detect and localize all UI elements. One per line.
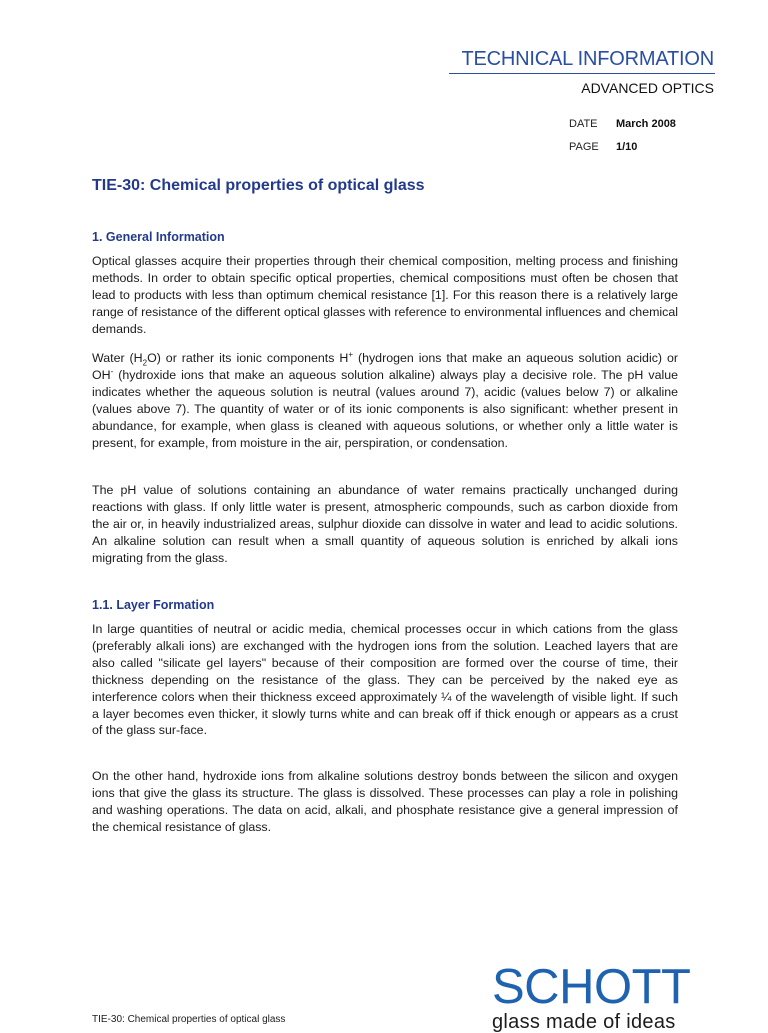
p2-text-d: (hydroxide ions that make an aqueous solution alkaline) always play a decisive role. The pH value indicates whether the aqueous solution is neutral (values around 7), acidic (values below 7) or alkaline (values above 7). The quantity of water or of its ionic components is also significant: whether present in abundance, for example, when glass is cleaned with aqueous solutions, or whether only a little water is present, for example, from moisture in the air, perspiration, or condensation. (92, 367, 678, 450)
date-row (569, 118, 676, 130)
logo-wordmark: SCHOTT (492, 960, 691, 1014)
p2-text-c: (hydrogen ions that make an aqueous solution acidic) or OH (92, 351, 678, 382)
paragraph-ph-value: The pH value of solutions containing an abundance of water remains practically unchanged during reactions with glass. If only little water is present, atmospheric compounds, such as carbon dioxide from the air or, in heavily industrialized areas, sulphur dioxide can dissolve in water and lead to acidic solutions. An alkaline solution can result when a small quantity of aqueous solution is enriched by alkali ions migrating from the glass. (92, 483, 678, 565)
p2-superscript-minus: - (110, 366, 114, 376)
date-value: March 2008 (616, 118, 676, 130)
date-label: DATE (569, 118, 598, 130)
p2-superscript-plus: + (348, 349, 353, 359)
footer-document-name: TIE-30: Chemical properties of optical glass (92, 1014, 286, 1025)
section-heading-general-information: 1. General Information (92, 230, 225, 244)
schott-logo (492, 962, 726, 1033)
page-value: 1/10 (616, 141, 638, 153)
p2-text-a: Water (H (92, 351, 143, 365)
page-row (569, 141, 637, 153)
paragraph-hydroxide-ions: On the other hand, hydroxide ions from alkaline solutions destroy bonds between the silicon and oxygen ions that give the glass its structure. The glass is dissolved. These processes can play a role in polishing and washing operations. The data on acid, alkali, and phosphate resistance give a general impression of the chemical resistance of glass. (92, 769, 678, 834)
header-title: TECHNICAL INFORMATION (461, 48, 714, 70)
p2-subscript: 2 (142, 358, 148, 368)
logo-tagline: glass made of ideas (492, 1011, 676, 1033)
header-subtitle: ADVANCED OPTICS (581, 80, 714, 96)
header-divider (449, 73, 715, 74)
p2-text-b: O) or rather its ionic components H (147, 351, 349, 365)
paragraph-water-ions (92, 350, 678, 451)
section-heading-layer-formation: 1.1. Layer Formation (92, 598, 215, 612)
paragraph-optical-glasses: Optical glasses acquire their properties through their chemical composition, melting process and finishing methods. In order to obtain specific optical properties, chemical compositions must often be chosen that lead to products with less than optimum chemical resistance [1]. For this reason there is a relatively large range of resistance of the different optical glasses with reference to environmental influences and chemical demands. (92, 254, 678, 336)
paragraph-leached-layers: In large quantities of neutral or acidic media, chemical processes occur in which cations from the glass (preferably alkali ions) are exchanged with the hydrogen ions from the solution. Leached layers that are also called "silicate gel layers" because of their composition are formed over the course of time, their thickness depending on the resistance of the glass. They can be perceived by the naked eye as interference colors when their thickness exceed approximately ¼ of the wavelength of visible light. If such a layer becomes even thicker, it slowly turns white and can break off if thick enough or appears as a crust of the glass sur-face. (92, 622, 678, 738)
page-label: PAGE (569, 141, 599, 153)
document-title: TIE-30: Chemical properties of optical glass (92, 177, 425, 194)
